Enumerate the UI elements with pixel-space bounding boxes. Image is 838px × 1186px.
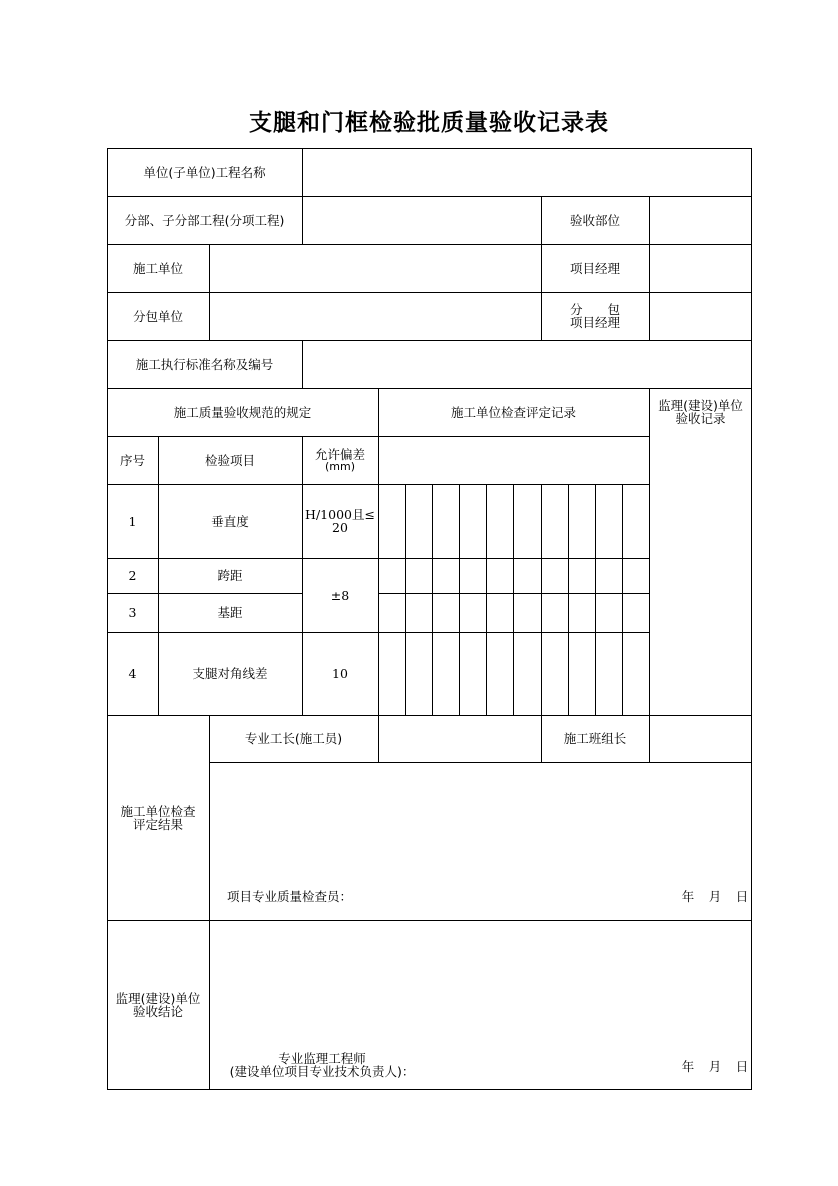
conclusion-line2: 验收结论 xyxy=(132,1004,183,1019)
spec-label: 施工质量验收规范的规定 xyxy=(173,404,312,420)
division-field[interactable] xyxy=(302,196,541,244)
row-1-seq: 1 xyxy=(128,513,137,529)
supervision-record-field[interactable] xyxy=(649,436,752,715)
conclusion-date-day: 日 xyxy=(735,1058,749,1074)
row-1-tolerance-line2: 20 xyxy=(332,520,348,535)
grid-col xyxy=(432,484,433,715)
document-title: 支腿和门框检验批质量验收记录表 xyxy=(249,109,609,136)
conclusion-date-year: 年 xyxy=(681,1058,695,1074)
standard-label: 施工执行标准名称及编号 xyxy=(135,356,274,372)
unit-name-label: 单位(子单位)工程名称 xyxy=(143,164,266,180)
supervision-label-line2: 验收记录 xyxy=(675,411,726,426)
seq-header: 序号 xyxy=(119,452,145,468)
row-divider xyxy=(378,593,650,594)
construction-unit-field[interactable] xyxy=(209,244,541,292)
engineer-line1: 专业监理工程师 xyxy=(278,1051,366,1066)
grid-col xyxy=(595,484,596,715)
row-4-item: 支腿对角线差 xyxy=(192,666,268,681)
check-result-line1: 施工单位检查 xyxy=(120,803,196,819)
tolerance-header xyxy=(302,436,378,484)
row-2-3-tolerance: ±8 xyxy=(330,587,350,603)
tolerance-header-line1: 允许偏差 xyxy=(314,446,365,462)
team-leader-field[interactable] xyxy=(649,715,752,762)
supervision-record-label xyxy=(649,388,752,436)
conclusion-date-month: 月 xyxy=(708,1058,722,1074)
row-2-seq: 2 xyxy=(128,568,137,583)
row-4-seq: 4 xyxy=(128,666,137,681)
supervision-label-line1: 监理(建设)单位 xyxy=(658,398,743,413)
conclusion-field[interactable] xyxy=(209,920,752,1045)
standard-field[interactable] xyxy=(302,340,752,388)
foreman-field[interactable] xyxy=(378,715,541,762)
grid-col xyxy=(622,484,623,715)
row-4-tolerance: 10 xyxy=(332,666,348,681)
sub-project-manager-field[interactable] xyxy=(649,292,752,340)
subcontract-unit-label: 分包单位 xyxy=(132,308,183,324)
grid-col xyxy=(513,484,514,715)
check-date-day: 日 xyxy=(735,888,749,904)
sub-pm-label-line2: 项目经理 xyxy=(569,315,620,330)
check-result-label xyxy=(107,715,209,920)
engineer-line2: (建设单位项目专业技术负责人)： xyxy=(229,1064,415,1079)
check-date-month: 月 xyxy=(708,888,722,904)
row-2-item: 跨距 xyxy=(217,568,243,583)
foreman-label: 专业工长(施工员) xyxy=(244,731,343,746)
check-result-line2: 评定结果 xyxy=(132,816,183,832)
grid-col xyxy=(486,484,487,715)
grid-col xyxy=(405,484,406,715)
project-manager-field[interactable] xyxy=(649,244,752,292)
item-header: 检验项目 xyxy=(204,452,255,468)
construction-unit-label: 施工单位 xyxy=(132,260,183,276)
unit-name-field[interactable] xyxy=(302,148,752,196)
subcontract-unit-field[interactable] xyxy=(209,292,541,340)
row-1-item: 垂直度 xyxy=(211,513,249,529)
inspector-label: 项目专业质量检查员： xyxy=(227,888,353,904)
division-label: 分部、子分部工程(分项工程) xyxy=(124,212,285,228)
row-1-tolerance xyxy=(302,484,378,558)
acceptance-part-label: 验收部位 xyxy=(569,212,620,228)
sub-project-manager-label xyxy=(541,292,649,340)
record-label: 施工单位检查评定记录 xyxy=(450,404,576,420)
tolerance-header-line2: (mm) xyxy=(324,459,355,473)
project-manager-label: 项目经理 xyxy=(569,260,620,276)
engineer-label xyxy=(222,1050,422,1080)
grid-col xyxy=(568,484,569,715)
acceptance-part-field[interactable] xyxy=(649,196,752,244)
conclusion-label xyxy=(107,920,209,1090)
conclusion-line1: 监理(建设)单位 xyxy=(115,991,201,1006)
team-leader-label: 施工班组长 xyxy=(563,731,627,746)
sub-pm-label-line1: 分 包 xyxy=(569,302,620,317)
row-1-tolerance-line1: H/1000且≤ xyxy=(305,507,375,522)
grid-col xyxy=(459,484,460,715)
check-result-field[interactable] xyxy=(209,762,752,882)
row-3-seq: 3 xyxy=(128,605,137,620)
record-header-field[interactable] xyxy=(378,436,649,484)
grid-col xyxy=(541,484,542,715)
check-date-year: 年 xyxy=(681,888,695,904)
row-3-item: 基距 xyxy=(217,605,243,620)
